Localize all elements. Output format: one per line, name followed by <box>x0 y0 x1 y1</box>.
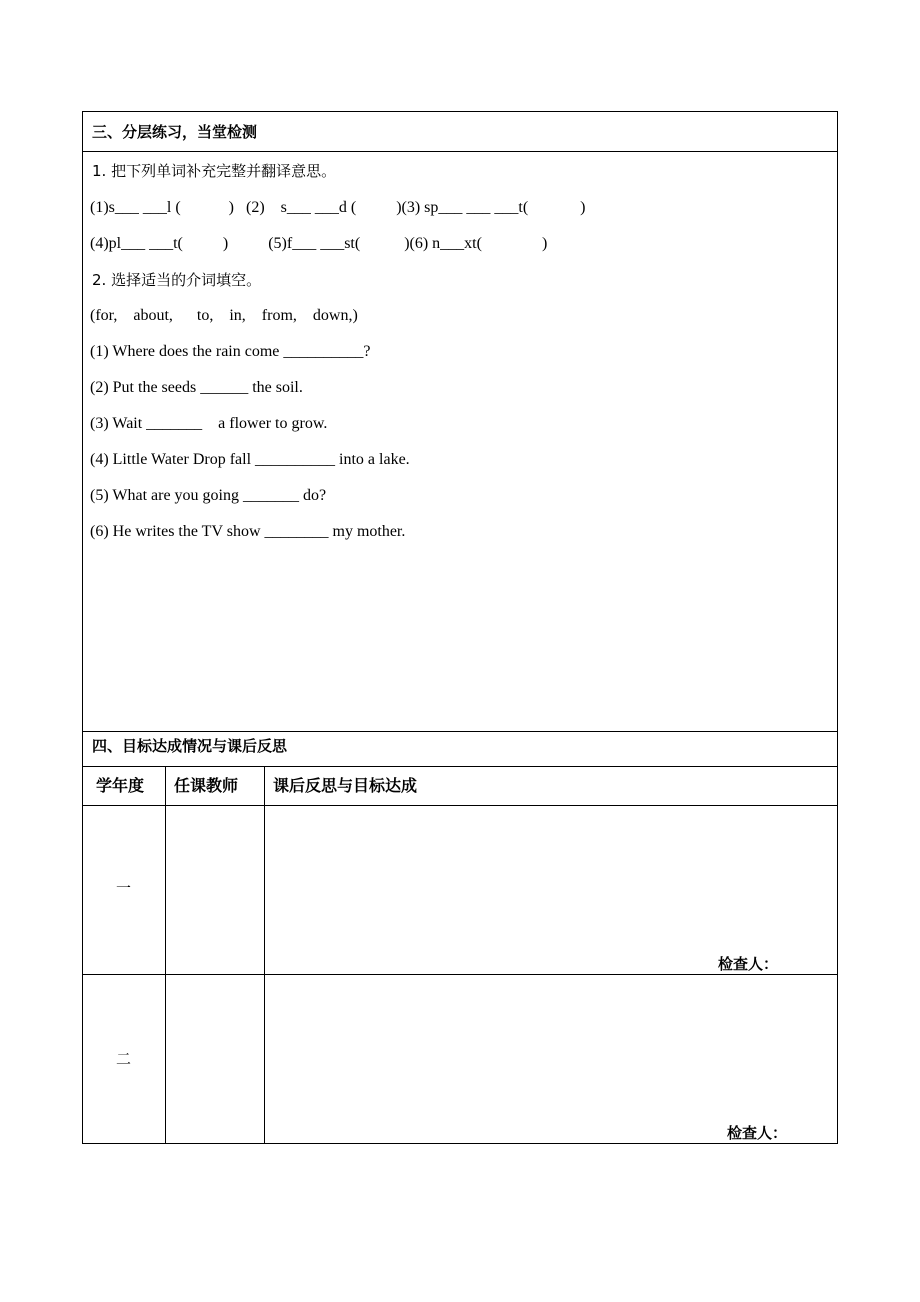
fill-in-item: (3) Wait _______ a flower to grow. <box>90 415 328 432</box>
question1-line1: (1)s___ ___l ( ) (2) s___ ___d ( )(3) sp___ ___ ___t( ) <box>90 199 586 216</box>
question2-title: 2. 选择适当的介词填空。 <box>92 271 262 289</box>
row-term-label: 一 <box>116 879 132 897</box>
row-term-label: 二 <box>116 1050 132 1068</box>
preposition-options: (for, about, to, in, from, down,) <box>90 307 358 324</box>
rule-under-section4-title <box>82 766 838 767</box>
column-divider-2 <box>264 766 265 1144</box>
fill-in-item: (4) Little Water Drop fall __________ into a lake. <box>90 451 410 468</box>
column-divider-1 <box>165 766 166 1144</box>
fill-in-item: (5) What are you going _______ do? <box>90 487 327 504</box>
question1-line2: (4)pl___ ___t( ) (5)f___ ___st( )(6) n___xt( ) <box>90 235 548 252</box>
header-teacher: 任课教师 <box>174 776 239 795</box>
rule-under-section3-title <box>82 151 838 152</box>
fill-in-item: (1) Where does the rain come __________? <box>90 343 371 360</box>
fill-in-item: (2) Put the seeds ______ the soil. <box>90 379 303 396</box>
form-table <box>82 111 838 1144</box>
fill-in-item: (6) He writes the TV show ________ my mother. <box>90 523 406 540</box>
header-school-year: 学年度 <box>96 776 145 795</box>
row-checker-label: 检查人： <box>727 1124 788 1142</box>
header-reflection: 课后反思与目标达成 <box>273 776 418 795</box>
row-checker-label: 检查人： <box>718 955 779 973</box>
rule-between-rows <box>82 974 838 975</box>
rule-above-section4 <box>82 731 838 732</box>
question1-title: 1. 把下列单词补充完整并翻译意思。 <box>92 162 337 180</box>
section4-title: 四、目标达成情况与课后反思 <box>92 737 288 755</box>
rule-under-header-row <box>82 805 838 806</box>
section3-title: 三、分层练习，当堂检测 <box>92 123 258 141</box>
